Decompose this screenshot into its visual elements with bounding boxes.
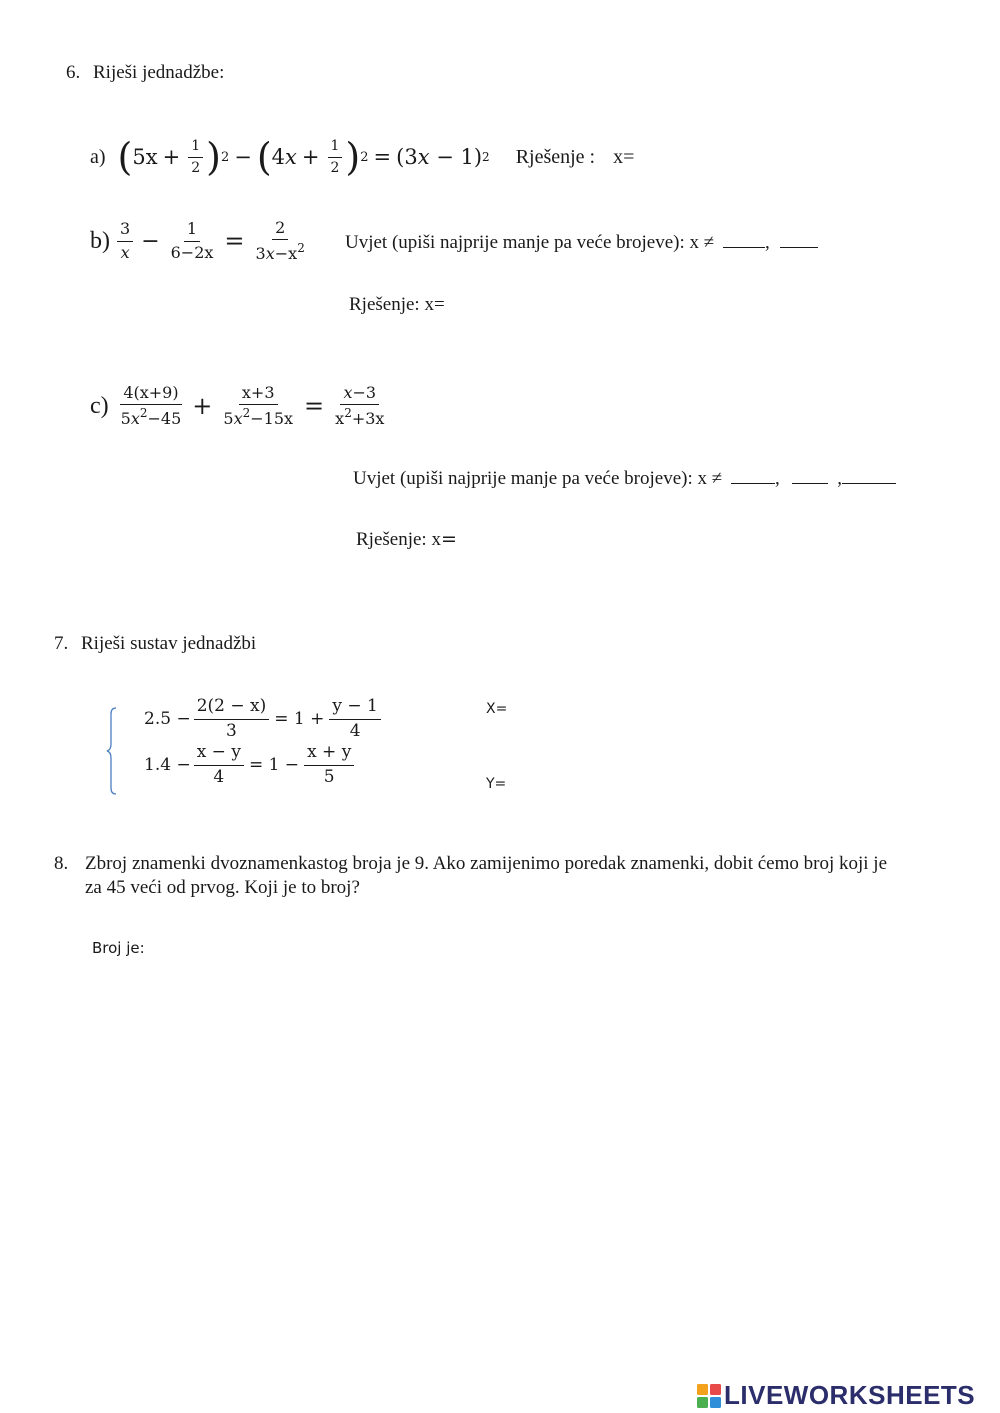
fraction [188,138,203,175]
equation-b-expression [114,219,311,264]
question-7-header [54,633,256,655]
exponent: 2 [360,149,369,165]
answer-field-x[interactable]: X= [486,701,508,717]
denominator: 6−2x [170,242,214,262]
operator: − [234,145,252,169]
operator: + [192,392,213,420]
paren-open: ( [256,135,272,179]
numerator: y − 1 [329,697,380,720]
condition-input-2[interactable] [780,231,818,248]
fraction [220,384,296,429]
condition-input-3[interactable] [842,467,896,484]
numerator: 3 [117,220,133,241]
fraction [329,697,380,741]
condition-text: Uvjet (upiši najprije manje pa veće brojeve): x ≠ [345,232,715,253]
condition-input-1[interactable] [723,231,765,248]
paren-open: ( [117,135,133,179]
term: 5 [223,409,234,428]
question-6-header [66,62,224,84]
separator: , [764,232,770,253]
separator: , [837,468,842,489]
numerator: 2(2 − x) [194,697,270,720]
term: −15x [250,409,294,428]
equation-b [90,213,311,269]
liveworksheets-logo [697,1380,975,1411]
fraction [304,743,354,787]
exponent: 2 [297,241,305,255]
term: 4 [271,145,286,169]
variable: x [265,244,275,263]
condition-text: Uvjet (upiši najprije manje pa veće brojeve): x ≠ [353,468,723,489]
term: = 1 + [274,709,325,730]
variable: x [417,145,430,169]
exponent: 2 [220,149,230,165]
denominator: x [120,242,130,262]
denominator: 3 [226,720,237,741]
operator: + [162,145,181,169]
answer-label: Rješenje: x [356,529,441,550]
denominator [118,405,185,428]
denominator: 4 [213,766,225,787]
answer-label-a: Rješenje : [515,145,596,168]
denominator: 4 [349,720,361,741]
paren-close: ) [206,135,221,179]
condition-c [353,467,896,490]
item-label-c: c) [90,392,109,419]
brace-icon [106,706,120,796]
answer-field-a[interactable]: x= [613,145,635,168]
numerator: 2 [272,219,288,240]
variable: x [130,409,140,428]
numerator: x − y [194,743,244,766]
numerator: 4(x+9) [120,384,181,405]
condition-input-1[interactable] [731,467,775,484]
term: 2.5 − [144,709,191,730]
term: = 1 − [248,755,300,776]
term: −45 [147,409,182,428]
operator: = [373,145,392,169]
denominator: 2 [191,159,201,176]
operator: + [301,145,320,169]
question-number: 6. [66,62,81,83]
numerator: x+3 [239,384,278,405]
question-title: Riješi sustav jednadžbi [81,633,257,654]
item-label-b: b) [90,227,110,254]
equation-a [90,132,634,182]
term: +3x [351,409,385,428]
answer-field-c[interactable] [356,528,457,551]
logo-grid-icon [697,1384,721,1408]
term: (3 [396,145,418,169]
item-label-a: a) [90,145,106,168]
paren-close: ) [345,135,361,179]
system-equation-2 [144,743,357,787]
fraction [194,697,270,741]
condition-input-2[interactable] [792,467,828,484]
fraction [168,220,217,262]
term: − 1) [429,145,483,169]
fraction [117,220,133,262]
fraction [328,138,343,175]
answer-field-number[interactable]: Broj je: [92,939,145,957]
operator: − [141,228,160,254]
operator: = [304,392,325,420]
question-title: Riješi jednadžbe: [93,62,225,83]
denominator [332,405,387,428]
exponent: 2 [242,406,251,420]
denominator [220,405,296,428]
equation-c [90,377,390,435]
fraction [194,743,244,787]
variable: x [343,382,353,402]
equation-c-expression [115,384,391,429]
condition-b [345,231,818,254]
numerator: x + y [304,743,354,766]
exponent: 2 [139,406,148,420]
fraction [253,219,308,264]
system-equation-1 [144,697,384,741]
variable: x [285,145,297,169]
equation-a-expression [117,135,490,179]
answer-field-b[interactable]: Rješenje: x= [349,294,445,315]
question-number: 7. [54,633,69,654]
denominator [253,240,308,263]
term: 5 [120,409,131,428]
numerator: 1 [184,220,200,241]
exponent: 2 [482,150,490,164]
question-8-number: 8. [54,853,69,874]
term: −3 [352,382,377,402]
term: 3 [255,244,266,263]
question-8-line-2: za 45 veći od prvog. Koji je to broj? [85,877,360,898]
exponent: 2 [344,406,352,420]
numerator: 1 [188,138,203,157]
variable: x [233,409,243,428]
question-8-line-1: Zbroj znamenki dvoznamenkastog broja je 9. Ako zamijenimo poredak znamenki, dobit ćemo broj koji je [85,853,887,874]
term: −x [274,244,298,263]
fraction [332,384,387,429]
term: 1.4 − [144,755,191,776]
logo-text: LIVEWORKSHEETS [724,1380,976,1410]
term: 5x [132,145,158,169]
operator: = [224,227,245,255]
answer-equals: = [440,528,457,550]
denominator: 5 [323,766,335,787]
term: x [335,409,345,428]
denominator: 2 [330,159,340,176]
separator: , [774,468,780,489]
fraction [118,384,185,429]
answer-field-y[interactable]: Y= [486,776,507,792]
numerator [340,384,379,405]
numerator: 1 [328,138,343,157]
